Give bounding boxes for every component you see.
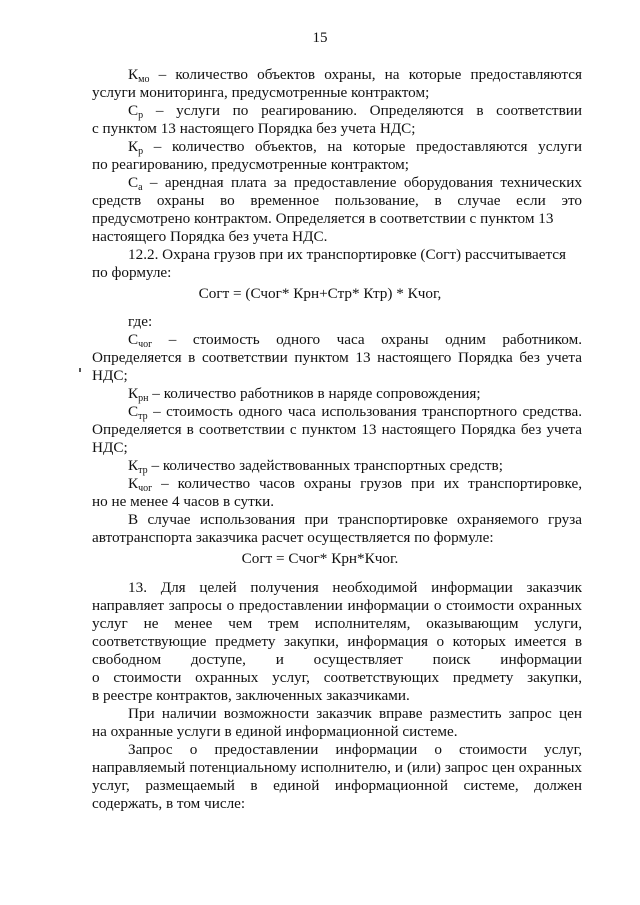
def-c-chog: $С_{чог}$ – стоимость одного часа охраны одним работником. [128,331,582,350]
def-c-r: $С_р$ – услуги по реагированию. Определяются в соответствии [128,102,582,121]
formula-cogt-short: Согт = Счог* Крн*Кчог. [241,550,399,567]
def-k-chog: $К_{чог}$ – количество часов охраны грузов при их транспортировке, [128,475,582,494]
text-line: услуги мониторинга, предусмотренные контрактом; [92,84,430,101]
text-line: В случае использования при транспортировке охраняемого груза [128,511,582,528]
def-k-tr: $К_{тр}$ – количество задействованных транспортных средств; [128,457,503,476]
def-c-tr: $С_{тр}$ – стоимость одного часа использования транспортного средства. [128,403,582,422]
text-line: по формуле: [92,264,172,281]
text-line: средств охраны во временное пользование, в случае если это [92,192,582,209]
text-line: предусмотрено контрактом. Определяется в соответствии с пунктом 13 [92,210,554,227]
text-line: но не менее 4 часов в сутки. [92,493,275,510]
text-line: Определяется в соответствии пунктом 13 настоящего Порядка без учета [92,349,582,366]
def-k-r: $К_р$ – количество объектов, на которые предоставляются услуги [128,138,582,157]
text-line: услуг, размещаемый в единой информационной системе, должен [92,777,582,794]
text-line: Определяется в соответствии с пунктом 13 настоящего Порядка без учета [92,421,582,438]
text-line: настоящего Порядка без учета НДС. [92,228,328,245]
text-line: услуг не менее чем трем исполнителям, оказывающим услуги, [92,615,582,632]
text-line: содержать, в том числе: [92,795,246,812]
text-line: направляет запросы о предоставлении информации о стоимости охранных [92,597,582,614]
text-line: Запрос о предоставлении информации о стоимости услуг, [128,741,582,758]
def-k-rn: $К_{рн}$ – количество работников в наряде сопровождения; [128,385,481,404]
text-line: автотранспорта заказчика расчет осуществляется по формуле: [92,529,494,546]
text-line: НДС; [92,439,128,456]
page-number: 15 [312,30,328,46]
where-label: где: [128,313,153,330]
text-line: на охранные услуги в единой информационной системе. [92,723,458,740]
text-line: свободном доступе, и осуществляет поиск информации [92,651,582,668]
formula-cogt-full: Согт = (Счог* Крн+Стр* Ктр) * Кчог, [198,285,442,302]
text-line: направляемый потенциальному исполнителю, и (или) запрос цен охранных [92,759,582,776]
text-line: по реагированию, предусмотренные контрактом; [92,156,409,173]
section-13-heading: 13. Для целей получения необходимой информации заказчик [128,579,582,596]
section-12-2-heading: 12.2. Охрана грузов при их транспортировке (Согт) рассчитывается [128,246,567,263]
text-line: с пунктом 13 настоящего Порядка без учета НДС; [92,120,416,137]
text-line: о стоимости охранных услуг, соответствующих предмету закупки, [92,669,582,686]
text-line: в реестре контрактов, заключенных заказчиками. [92,687,410,704]
def-c-a: $С_а$ – арендная плата за предоставление оборудования технических [128,174,582,193]
text-line: НДС; [92,367,128,384]
scan-artifact [79,368,81,372]
def-k-mo: $К_{мо}$ – количество объектов охраны, на которые предоставляются [128,66,582,85]
text-line: соответствующие предмету закупки, информация о которых имеется в [92,633,582,650]
text-line: При наличии возможности заказчик вправе разместить запрос цен [128,705,582,722]
